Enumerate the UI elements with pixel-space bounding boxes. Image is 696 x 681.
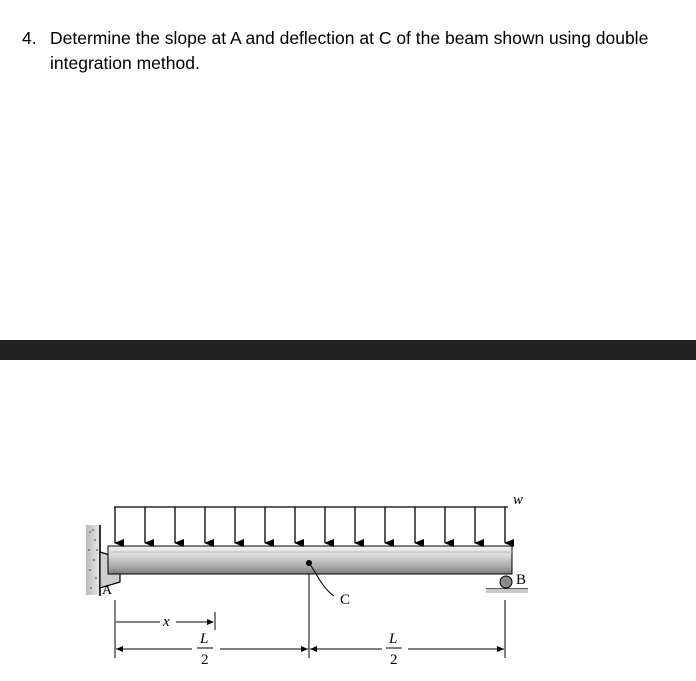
separator-bar — [0, 340, 696, 360]
problem-number: 4. — [22, 28, 37, 48]
dim-left-num: L — [200, 631, 209, 647]
dim-left-den: 2 — [201, 652, 209, 668]
support-b-label: B — [516, 572, 527, 588]
problem-text: Determine the slope at A and deflection at C of the beam shown using double integration method. — [50, 28, 649, 73]
dim-right-arrow-b — [497, 646, 504, 652]
beam-figure — [0, 360, 696, 676]
load-arrows — [115, 507, 505, 543]
roller-icon — [500, 576, 512, 588]
beam — [108, 546, 512, 574]
load-label: w — [513, 492, 524, 508]
beam-diagram — [0, 360, 696, 676]
support-a-label: A — [102, 583, 113, 598]
dim-right-num: L — [389, 631, 398, 647]
problem-statement — [22, 26, 682, 76]
dim-left-arrow-b — [301, 646, 308, 652]
x-dim-arrow — [207, 619, 214, 625]
ground-hatch — [486, 589, 528, 593]
dim-left-arrow-a — [116, 646, 123, 652]
dim-right-den: 2 — [390, 652, 398, 668]
point-c-label: C — [340, 592, 351, 608]
dim-right-arrow-a — [310, 646, 317, 652]
x-label: x — [163, 614, 170, 630]
